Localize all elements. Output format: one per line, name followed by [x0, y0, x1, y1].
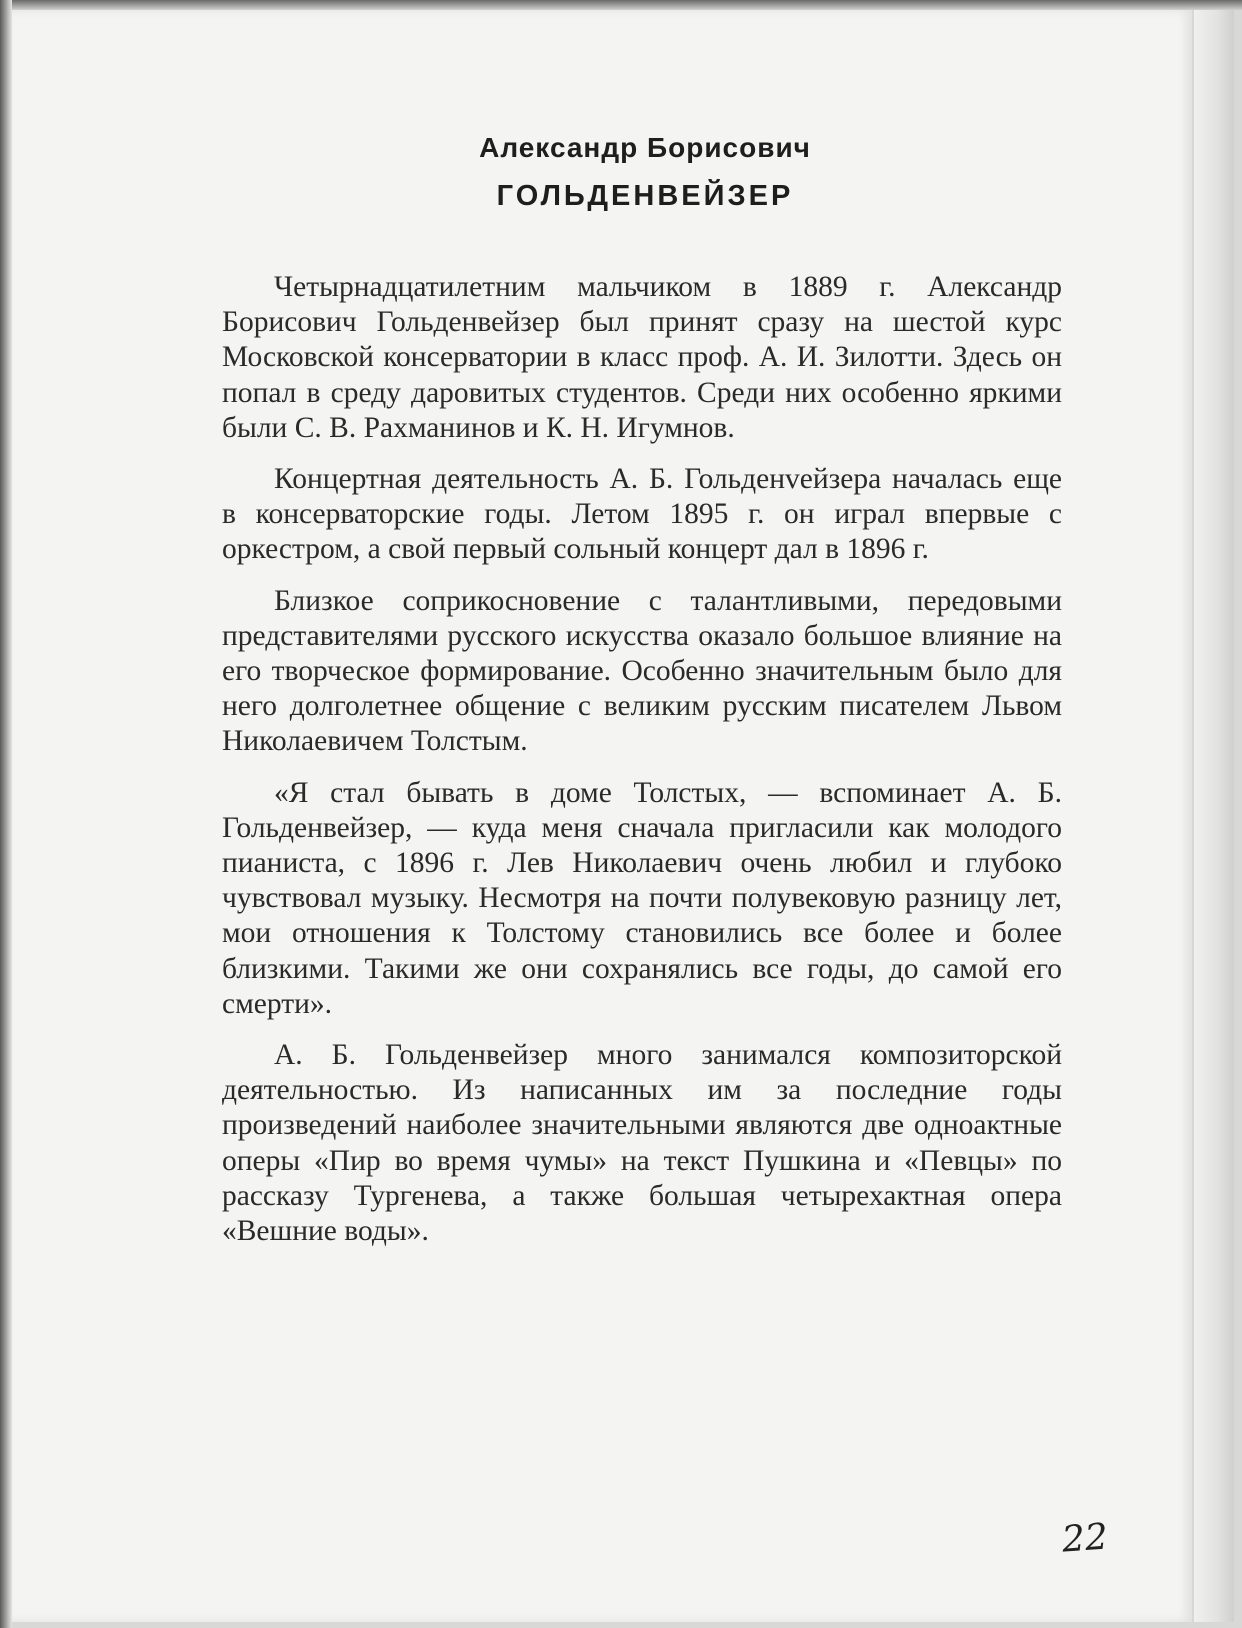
scan-edge-left	[0, 0, 12, 1628]
paragraph-3: Близкое соприкосновение с талантливыми, передовыми представителями русского искусства оказало большое влияние на его творческое формирование. Особенно значительным было для него долголетнее общение с великим русским писателем Львом Николаевичем Толстым.	[222, 584, 1062, 758]
paragraph-4: «Я стал бывать в доме Толстых, — вспоминает А. Б. Гольденвейзер, — куда меня сначала пригласили как молодого пианиста, с 1896 г. Лев Николаевич очень любил и глубоко чувствовал музыку. Несмотря на почти полувековую разницу лет, мои отношения к Толстому становились все более и более близкими. Такими же они сохранялись все годы, до самой его смерти».	[222, 776, 1062, 1020]
paragraph-2: Концертная деятельность А. Б. Гольденvейзера началась еще в консерваторские годы. Летом 1895 г. он играл впервые с оркестром, а свой первый сольный концерт дал в 1896 г.	[222, 463, 1062, 566]
author-name: Александр Борисович	[479, 132, 811, 163]
page-number: 22	[1060, 1516, 1110, 1561]
article-body	[222, 270, 1062, 1265]
page-fold-shadow	[1193, 10, 1234, 1622]
author-surname: ГОЛЬДЕНВЕЙЗЕР	[496, 180, 794, 212]
paragraph-5: А. Б. Гольденвейзер много занимался композиторской деятельностью. Из написанных им за последние годы произведений наиболее значительными являются две одноактные оперы «Пир во время чумы» на текст Пушкина и «Певцы» по рассказу Тургенева, а также большая четырехактная опера «Вешние воды».	[222, 1039, 1062, 1248]
paragraph-1: Четырнадцатилетним мальчиком в 1889 г. Александр Борисович Гольденвейзер был принят сразу на шестой курс Московской консерватории в класс проф. А. И. Зилотти. Здесь он попал в среду даровитых студентов. Среди них особенно яркими были С. В. Рахманинов и К. Н. Игумнов.	[222, 271, 1062, 444]
scan-edge-top	[0, 0, 1242, 10]
article-header	[210, 132, 1080, 220]
